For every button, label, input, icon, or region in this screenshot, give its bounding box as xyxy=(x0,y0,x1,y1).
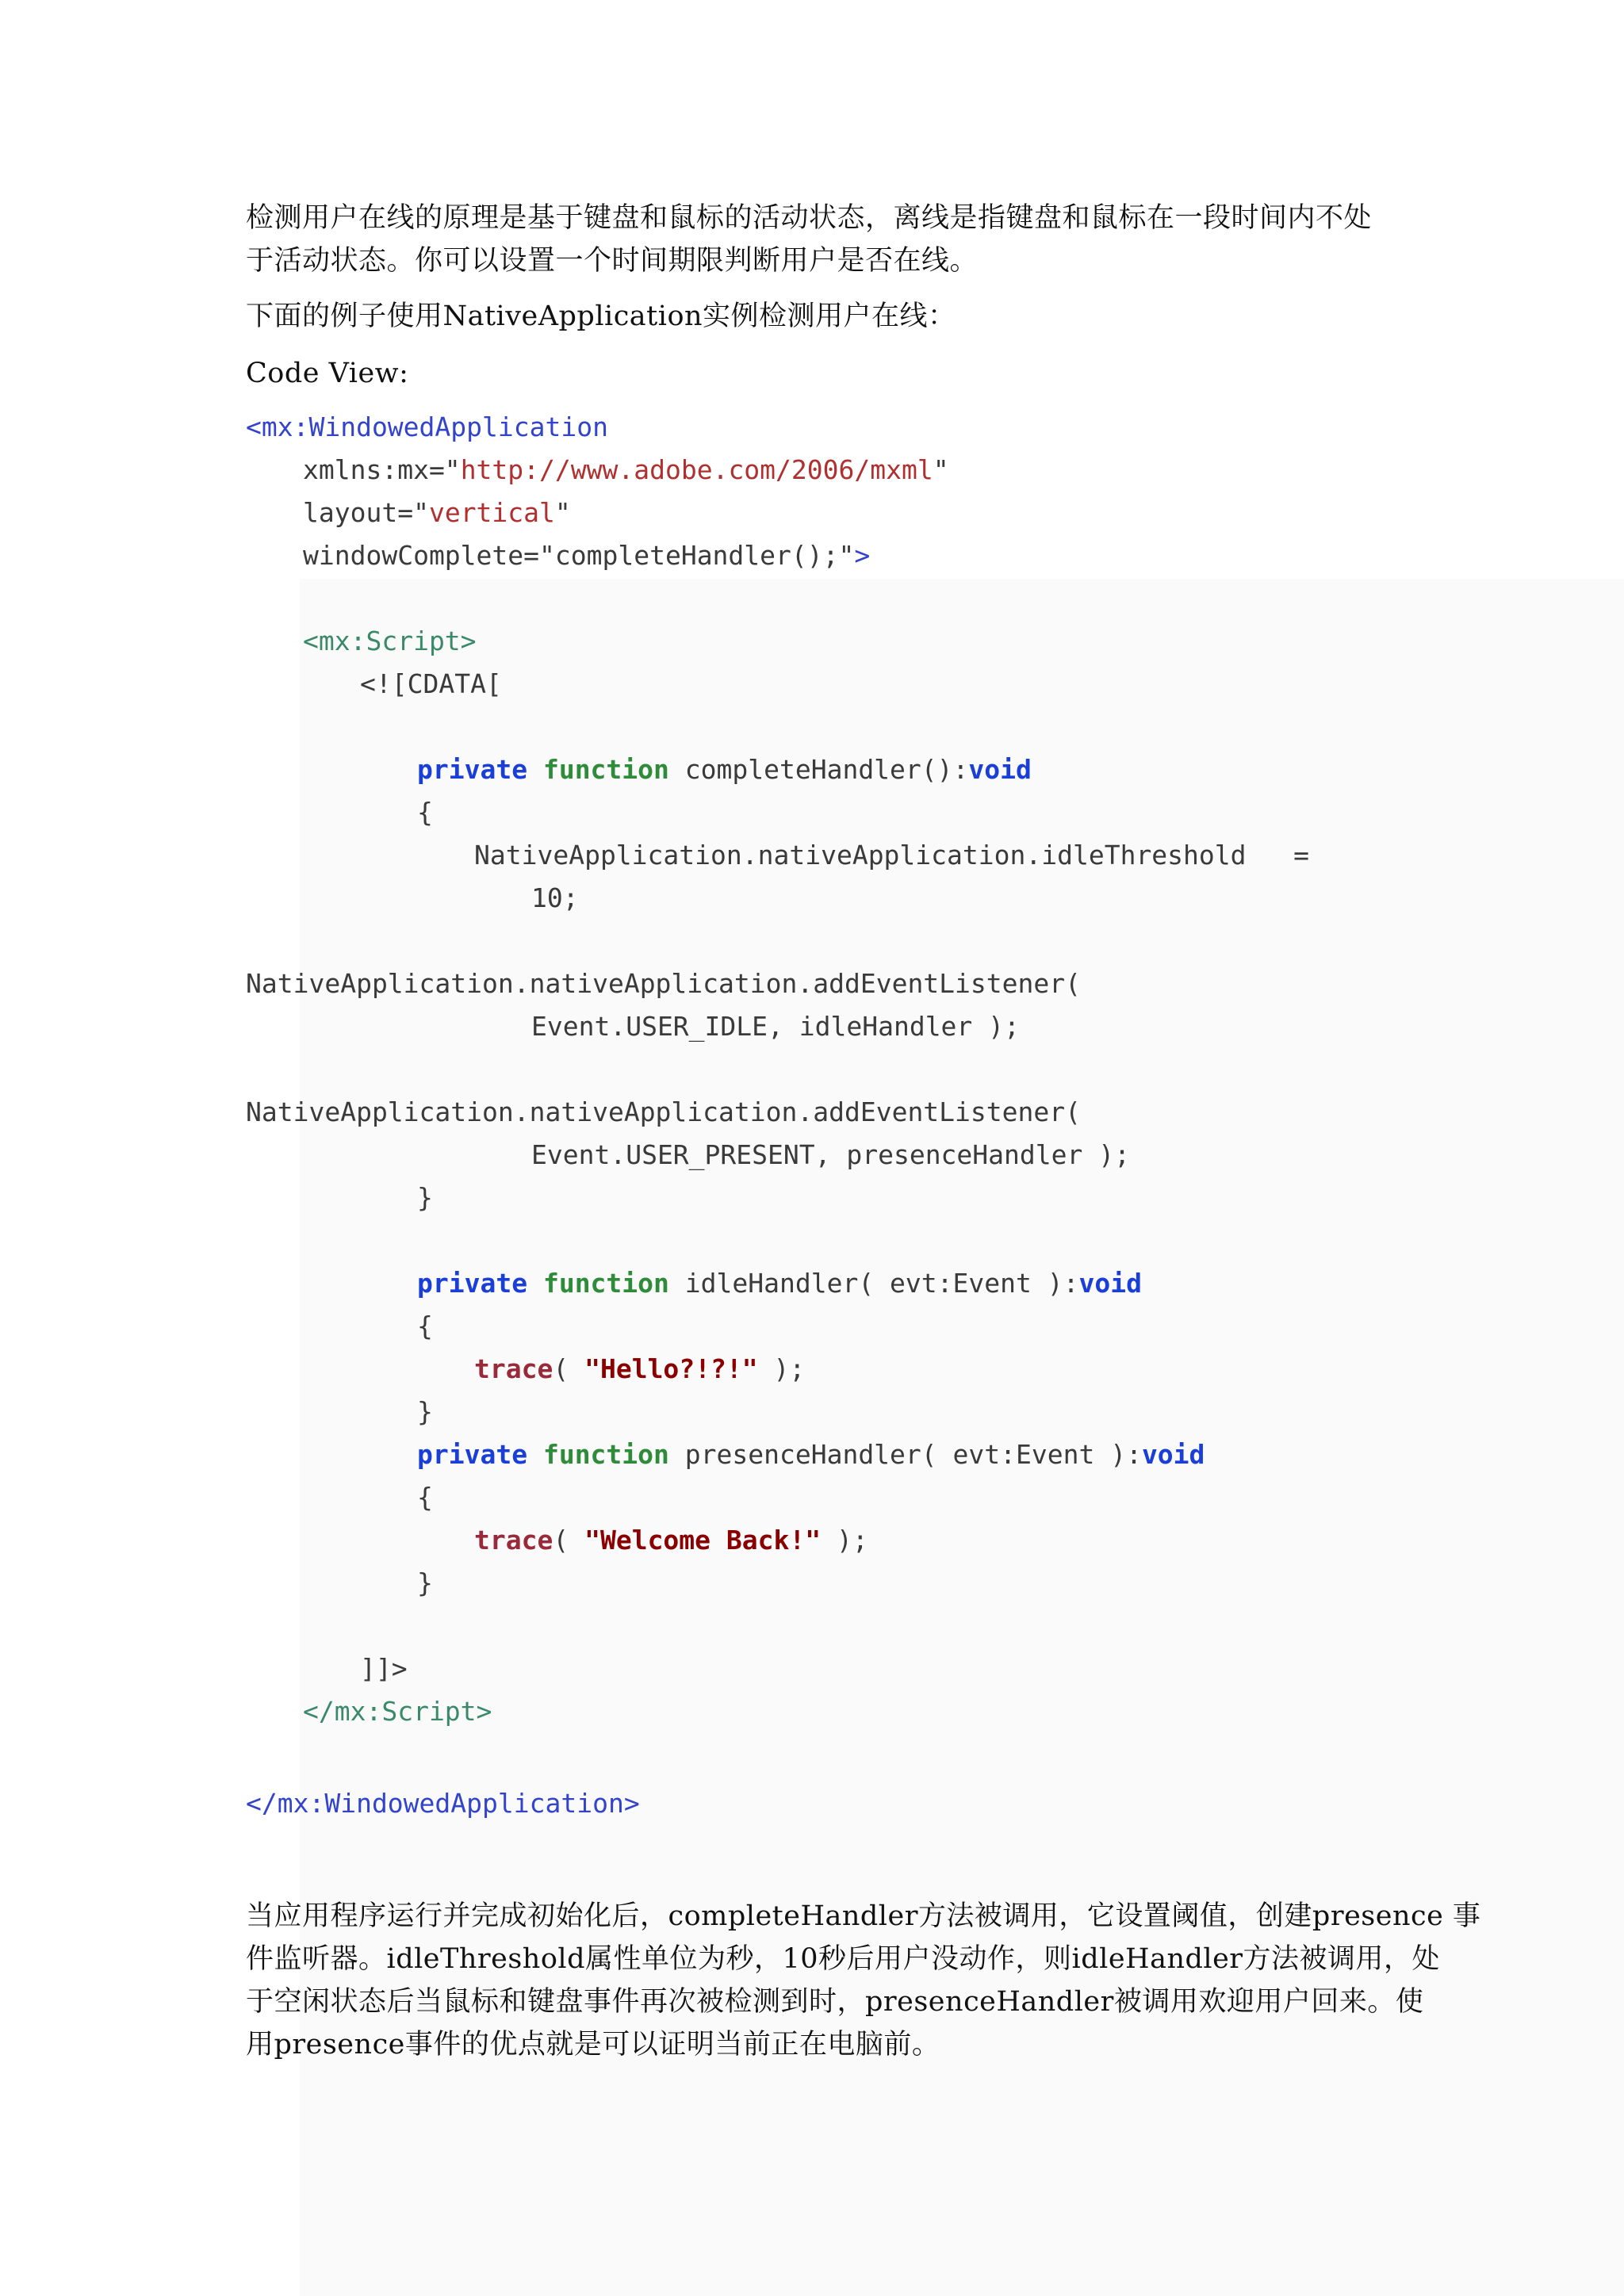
paren: ( xyxy=(553,1353,585,1384)
paren: ); xyxy=(757,1353,806,1384)
keyword: function xyxy=(542,1268,669,1299)
statement: NativeApplication.nativeApplication.addEventListener( xyxy=(246,968,1081,999)
cdata-open: <![CDATA[ xyxy=(360,668,502,699)
code-line xyxy=(417,791,433,834)
brace: } xyxy=(417,1182,433,1213)
statement: NativeApplication.nativeApplication.addEventListener( xyxy=(246,1096,1081,1127)
code-line xyxy=(531,877,579,920)
code-line xyxy=(360,663,502,706)
outro-line-2: 件监听器。idleThreshold属性单位为秒，10秒后用户没动作，则idleHandler方法被调用，处 xyxy=(246,1943,1441,1975)
brace: { xyxy=(417,1482,433,1513)
code-view-label: Code View: xyxy=(246,358,409,389)
code-line xyxy=(474,1348,805,1391)
keyword: void xyxy=(1078,1268,1142,1299)
xml-attr: windowComplete="completeHandler();" xyxy=(303,540,855,571)
code-line xyxy=(246,1782,640,1825)
xml-attr-value: http://www.adobe.com/2006/mxml xyxy=(460,454,933,485)
trace-call: trace xyxy=(474,1353,553,1384)
keyword: void xyxy=(968,754,1032,785)
code-line xyxy=(246,1091,1081,1134)
function-signature: idleHandler( evt:Event ): xyxy=(668,1268,1079,1299)
paren: ( xyxy=(553,1525,585,1556)
cdata-close: ]]> xyxy=(360,1653,408,1684)
keyword: function xyxy=(542,1439,669,1470)
code-line xyxy=(246,406,608,449)
xml-tag: <mx:Script> xyxy=(303,626,477,656)
intro-line-3: 下面的例子使用NativeApplication实例检测用户在线： xyxy=(246,300,956,332)
xml-quote: " xyxy=(554,497,571,528)
xml-attr: layout=" xyxy=(303,497,429,528)
code-line xyxy=(417,1476,433,1519)
trace-call: trace xyxy=(474,1525,553,1556)
outro-line-4: 用presence事件的优点就是可以证明当前正在电脑前。 xyxy=(246,2029,940,2061)
statement: 10; xyxy=(531,882,579,913)
outro-line-3: 于空闲状态后当鼠标和键盘事件再次被检测到时，presenceHandler被调用欢迎用户回来。使 xyxy=(246,1986,1424,2018)
keyword: private xyxy=(417,1268,528,1299)
outro-line-1: 当应用程序运行并完成初始化后，completeHandler方法被调用，它设置阈值，创建presence 事 xyxy=(246,1900,1481,1932)
code-line xyxy=(303,449,949,492)
statement: Event.USER_PRESENT, presenceHandler ); xyxy=(531,1139,1130,1170)
function-signature: completeHandler(): xyxy=(668,754,969,785)
code-line xyxy=(417,1177,433,1219)
statement: Event.USER_IDLE, idleHandler ); xyxy=(531,1011,1020,1042)
xml-tag: </mx:Script> xyxy=(303,1696,492,1727)
code-line xyxy=(531,1005,1020,1048)
code-line xyxy=(417,1262,1142,1305)
keyword: function xyxy=(542,754,669,785)
code-line xyxy=(417,1391,433,1433)
intro-line-2: 于活动状态。你可以设置一个时间期限判断用户是否在线。 xyxy=(246,245,979,277)
code-line xyxy=(303,492,571,534)
code-line xyxy=(417,1562,433,1605)
code-line xyxy=(246,962,1081,1005)
keyword: private xyxy=(417,1439,528,1470)
xml-quote: " xyxy=(933,454,949,485)
code-line xyxy=(417,1433,1205,1476)
code-line xyxy=(303,1690,492,1733)
code-line xyxy=(360,1647,408,1690)
xml-tag: <mx:WindowedApplication xyxy=(246,411,608,442)
string-literal: "Welcome Back!" xyxy=(584,1525,822,1556)
code-line xyxy=(303,620,477,663)
brace: { xyxy=(417,797,433,828)
code-line xyxy=(417,748,1032,791)
statement: NativeApplication.nativeApplication.idleThreshold = xyxy=(474,840,1309,871)
xml-attr-value: vertical xyxy=(428,497,555,528)
code-line xyxy=(474,1519,868,1562)
brace: { xyxy=(417,1311,433,1341)
function-signature: presenceHandler( evt:Event ): xyxy=(668,1439,1142,1470)
intro-line-1: 检测用户在线的原理是基于键盘和鼠标的活动状态，离线是指键盘和鼠标在一段时间内不处 xyxy=(246,202,1373,234)
xml-tag-close: > xyxy=(854,540,871,571)
code-line xyxy=(531,1134,1130,1177)
string-literal: "Hello?!?!" xyxy=(584,1353,758,1384)
keyword: private xyxy=(417,754,528,785)
brace: } xyxy=(417,1567,433,1598)
code-line xyxy=(474,834,1309,877)
keyword: void xyxy=(1141,1439,1205,1470)
paren: ); xyxy=(821,1525,868,1556)
xml-tag: </mx:WindowedApplication> xyxy=(246,1788,640,1819)
code-line xyxy=(417,1305,433,1348)
code-line xyxy=(303,534,870,577)
xml-attr: xmlns:mx=" xyxy=(303,454,461,485)
brace: } xyxy=(417,1396,433,1427)
